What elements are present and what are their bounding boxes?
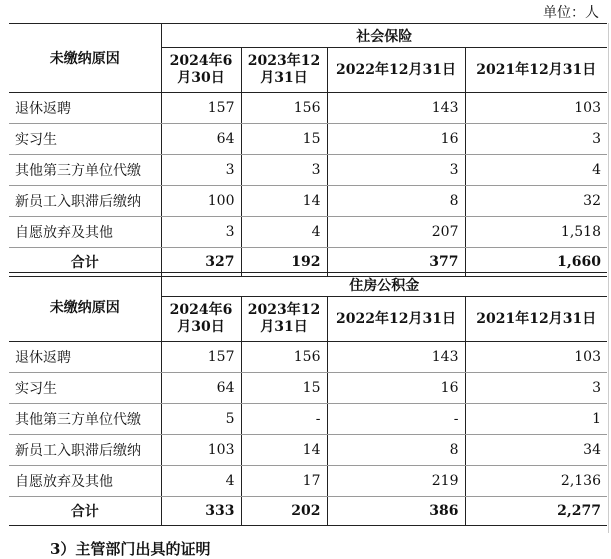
value-cell: 4 <box>465 155 607 186</box>
reason-cell: 合计 <box>9 248 161 277</box>
value-cell: 192 <box>241 248 327 277</box>
value-cell: 3 <box>465 373 607 404</box>
reason-cell: 实习生 <box>9 373 161 404</box>
value-cell: 3 <box>327 155 465 186</box>
value-cell: 100 <box>161 186 241 217</box>
period-header-line: 月31日 <box>260 70 308 86</box>
table-row <box>9 373 607 404</box>
period-header-line: 2024年6 <box>169 53 233 69</box>
table-row <box>9 155 607 186</box>
value-cell: 16 <box>327 124 465 155</box>
period-header-line: 月30日 <box>177 319 225 335</box>
housing-fund-table <box>9 272 607 526</box>
value-cell: 1,660 <box>465 248 607 277</box>
value-cell: 103 <box>465 342 607 373</box>
value-cell: 14 <box>241 435 327 466</box>
value-cell: 143 <box>327 342 465 373</box>
value-cell: 103 <box>161 435 241 466</box>
total-row <box>9 497 607 526</box>
value-cell: 157 <box>161 342 241 373</box>
value-cell: 17 <box>241 466 327 497</box>
value-cell: 156 <box>241 342 327 373</box>
reason-cell: 合计 <box>9 497 161 526</box>
value-cell: 1 <box>465 404 607 435</box>
value-cell: 1,518 <box>465 217 607 248</box>
table-row <box>9 217 607 248</box>
value-cell: 207 <box>327 217 465 248</box>
period-header-line: 2021年12月31日 <box>476 61 597 78</box>
table-body <box>9 93 607 277</box>
value-cell: 103 <box>465 93 607 124</box>
value-cell: 2,136 <box>465 466 607 497</box>
reason-cell: 新员工入职滞后缴纳 <box>9 186 161 217</box>
reason-cell: 新员工入职滞后缴纳 <box>9 435 161 466</box>
reason-header: 未缴纳原因 <box>9 273 161 342</box>
value-cell: 219 <box>327 466 465 497</box>
period-header-line: 月31日 <box>260 319 308 335</box>
period-header <box>327 297 465 342</box>
value-cell: 156 <box>241 93 327 124</box>
period-header-line: 2021年12月31日 <box>476 310 597 327</box>
period-header-line: 2022年12月31日 <box>336 310 456 327</box>
value-cell: 14 <box>241 186 327 217</box>
value-cell: - <box>241 404 327 435</box>
table-row <box>9 435 607 466</box>
reason-cell: 其他第三方单位代缴 <box>9 404 161 435</box>
period-header <box>465 48 607 93</box>
table-row <box>9 124 607 155</box>
group-header: 社会保险 <box>161 24 607 48</box>
value-cell: 3 <box>241 155 327 186</box>
period-header <box>161 48 241 93</box>
reason-cell: 其他第三方单位代缴 <box>9 155 161 186</box>
value-cell: 157 <box>161 93 241 124</box>
table-row <box>9 466 607 497</box>
value-cell: 327 <box>161 248 241 277</box>
period-header <box>327 48 465 93</box>
group-header: 住房公积金 <box>161 273 607 297</box>
value-cell: 5 <box>161 404 241 435</box>
value-cell: 8 <box>327 186 465 217</box>
period-header <box>241 297 327 342</box>
value-cell: 16 <box>327 373 465 404</box>
period-header <box>465 297 607 342</box>
period-header-line: 2024年6 <box>169 302 233 318</box>
value-cell: 2,277 <box>465 497 607 526</box>
table-row <box>9 404 607 435</box>
value-cell: 15 <box>241 373 327 404</box>
period-header <box>161 297 241 342</box>
value-cell: 202 <box>241 497 327 526</box>
period-header <box>241 48 327 93</box>
value-cell: 34 <box>465 435 607 466</box>
reason-cell: 实习生 <box>9 124 161 155</box>
page-edge-line <box>608 23 609 533</box>
reason-cell: 退休返聘 <box>9 93 161 124</box>
social-insurance-table <box>9 23 607 277</box>
unit-label: 单位：人 <box>543 5 599 21</box>
section-heading: 3）主管部门出具的证明 <box>50 540 211 558</box>
value-cell: 3 <box>161 155 241 186</box>
value-cell: 386 <box>327 497 465 526</box>
value-cell: 64 <box>161 124 241 155</box>
value-cell: 143 <box>327 93 465 124</box>
period-header-line: 2023年12 <box>247 302 321 318</box>
value-cell: 8 <box>327 435 465 466</box>
value-cell: 3 <box>161 217 241 248</box>
value-cell: 15 <box>241 124 327 155</box>
value-cell: 64 <box>161 373 241 404</box>
table-body <box>9 342 607 526</box>
reason-cell: 自愿放弃及其他 <box>9 217 161 248</box>
period-header-line: 月30日 <box>177 70 225 86</box>
reason-header: 未缴纳原因 <box>9 24 161 93</box>
reason-cell: 退休返聘 <box>9 342 161 373</box>
value-cell: 377 <box>327 248 465 277</box>
value-cell: 4 <box>241 217 327 248</box>
period-header-line: 2023年12 <box>247 53 321 69</box>
table-row <box>9 186 607 217</box>
value-cell: 32 <box>465 186 607 217</box>
reason-cell: 自愿放弃及其他 <box>9 466 161 497</box>
value-cell: 4 <box>161 466 241 497</box>
table-row <box>9 93 607 124</box>
table-row <box>9 342 607 373</box>
period-header-line: 2022年12月31日 <box>336 61 456 78</box>
value-cell: - <box>327 404 465 435</box>
value-cell: 333 <box>161 497 241 526</box>
value-cell: 3 <box>465 124 607 155</box>
